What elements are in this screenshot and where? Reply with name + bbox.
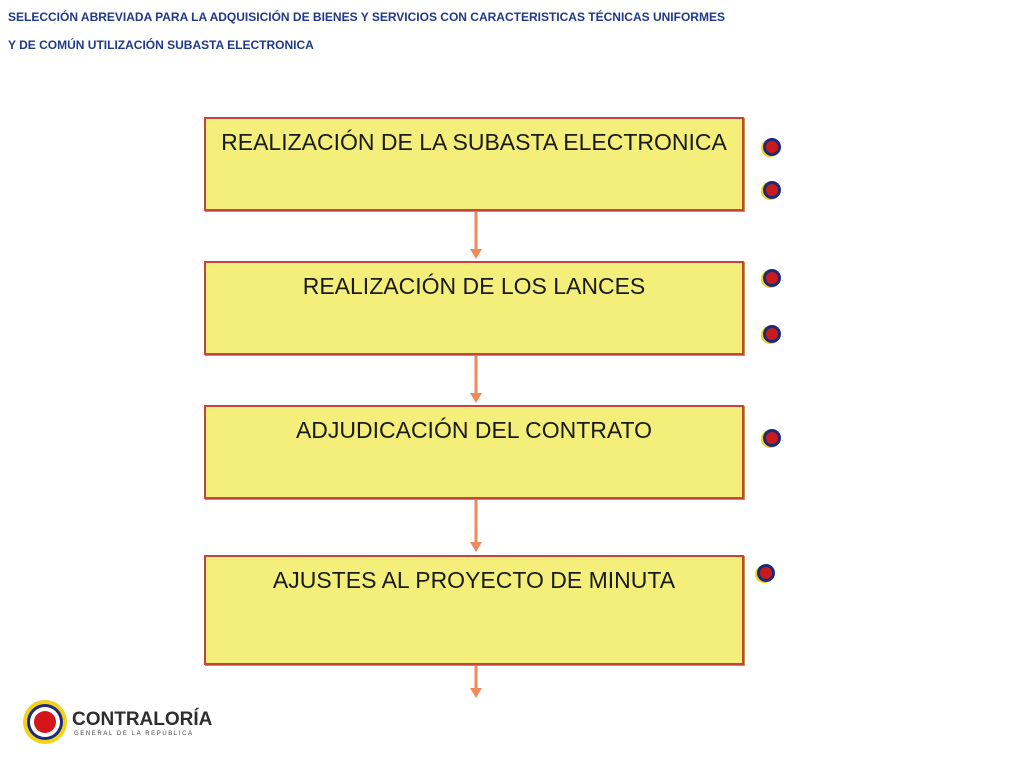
bullet-icon xyxy=(763,269,781,287)
step-box-1 xyxy=(204,117,744,211)
step-label-4: AJUSTES AL PROYECTO DE MINUTA xyxy=(272,567,676,593)
bullet-icon xyxy=(763,325,781,343)
bullet-icon xyxy=(757,564,775,582)
logo-name: CONTRALORÍA xyxy=(72,709,213,730)
bullet-icon xyxy=(763,138,781,156)
step-label-2: REALIZACIÓN DE LOS LANCES xyxy=(302,273,646,299)
arrow-2-head xyxy=(470,393,482,403)
step-box-2 xyxy=(204,261,744,355)
header-line-2: Y DE COMÚN UTILIZACIÓN SUBASTA ELECTRONICA xyxy=(8,38,314,52)
step-box-4 xyxy=(204,555,744,665)
bullet-icon xyxy=(763,429,781,447)
contraloria-logo xyxy=(16,697,213,749)
contraloria-emblem-icon xyxy=(22,699,68,745)
logo-subtitle: GENERAL DE LA REPÚBLICA xyxy=(74,731,194,737)
step-label-1: REALIZACIÓN DE LA SUBASTA ELECTRONICA xyxy=(221,129,727,155)
bullet-icon xyxy=(763,181,781,199)
step-box-3 xyxy=(204,405,744,499)
arrow-1-head xyxy=(470,249,482,259)
arrow-4-head xyxy=(470,688,482,698)
header-line-1: SELECCIÓN ABREVIADA PARA LA ADQUISICIÓN DE BIENES Y SERVICIOS CON CARACTERISTICAS TÉCNICAS UNIFORMES xyxy=(8,10,725,24)
arrow-3-head xyxy=(470,542,482,552)
step-label-3: ADJUDICACIÓN DEL CONTRATO xyxy=(295,417,653,443)
